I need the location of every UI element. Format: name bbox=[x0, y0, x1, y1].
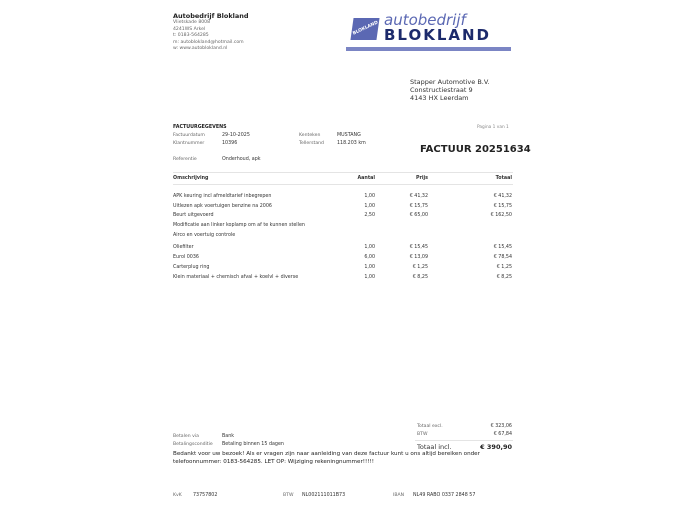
company-web: w: www.autoblokland.nl bbox=[173, 46, 228, 51]
iban: NL49 RABO 0337 2848 57 bbox=[413, 493, 476, 498]
page-number: Pagina 1 van 1 bbox=[477, 125, 509, 130]
row-desc: Uitlezen apk voertuigen benzine na 2006 bbox=[173, 203, 272, 209]
row-price: € 13,09 bbox=[409, 255, 428, 260]
row-desc: Airco en voertuig controle bbox=[173, 233, 236, 238]
reference-label: Referentie bbox=[173, 157, 197, 162]
subtotal-label: Totaal excl. bbox=[417, 424, 443, 429]
plate: MUSTANG bbox=[337, 133, 361, 138]
col-description: Omschrijving bbox=[173, 176, 209, 181]
row-desc: APK keuring incl afmeldtarief inbegrepen bbox=[173, 194, 272, 199]
kvk: 73757802 bbox=[193, 493, 218, 498]
odometer-label: Tellerstand bbox=[299, 141, 324, 146]
row-price: € 8,25 bbox=[412, 275, 428, 280]
company-city: 4241WS Arkel bbox=[173, 26, 206, 32]
payment-terms-label: Betalingsconditie bbox=[173, 442, 213, 447]
payment-terms: Betaling binnen 15 dagen bbox=[222, 442, 284, 447]
col-qty: Aantal bbox=[357, 176, 375, 181]
logo-bar bbox=[346, 47, 511, 51]
note-line2: telefoonnummer: 0183-564285. LET OP: Wijziging rekeningnummer!!!!! bbox=[173, 459, 374, 465]
recipient-name: Stapper Automotive B.V. bbox=[410, 78, 490, 86]
row-desc: Eurol 0036 bbox=[173, 255, 199, 260]
vat: € 67,84 bbox=[493, 432, 512, 437]
row-price: € 41,32 bbox=[409, 194, 428, 199]
row-qty: 1,00 bbox=[364, 245, 375, 250]
row-total: € 162,50 bbox=[490, 213, 512, 218]
date-label: Factuurdatum bbox=[173, 133, 205, 138]
payment-method: Bank bbox=[222, 434, 235, 439]
row-price: € 15,75 bbox=[409, 203, 428, 209]
col-price: Prijs bbox=[415, 176, 428, 181]
iban-label: IBAN bbox=[393, 493, 405, 498]
row-desc: Beurt uitgevoerd bbox=[173, 213, 214, 218]
row-qty: 1,00 bbox=[364, 275, 375, 280]
row-qty: 1,00 bbox=[364, 265, 375, 270]
company-street: Vlietskade 8008 bbox=[173, 20, 211, 25]
kvk-label: KvK bbox=[173, 493, 182, 498]
row-qty: 2,50 bbox=[364, 213, 375, 218]
subtotal: € 323,06 bbox=[490, 424, 512, 429]
row-desc: Carterplug ring bbox=[173, 265, 210, 270]
row-qty: 1,00 bbox=[364, 194, 375, 199]
row-price: € 15,45 bbox=[409, 245, 428, 250]
logo-line1: autobedrijf bbox=[384, 11, 466, 29]
btw-number: NL002111011B73 bbox=[302, 493, 346, 498]
company-email: m: autoblokland@hotmail.com bbox=[173, 39, 244, 45]
note-line1: Bedankt voor uw bezoek! Als er vragen zijn naar aanleiding van deze factuur kunt u ons altijd bereiken onder bbox=[173, 451, 480, 457]
invoice-date: 29-10-2025 bbox=[222, 133, 250, 138]
row-qty: 1,00 bbox=[364, 203, 375, 209]
vat-label: BTW bbox=[417, 432, 428, 437]
row-total: € 15,75 bbox=[493, 203, 512, 209]
row-total: € 1,25 bbox=[496, 265, 512, 270]
details-heading: FACTUURGEGEVENS bbox=[173, 125, 227, 130]
row-total: € 8,25 bbox=[496, 275, 512, 280]
row-desc: Oliefilter bbox=[173, 245, 194, 250]
logo-badge-text: BLOKLAND bbox=[352, 20, 380, 37]
btw-label: BTW bbox=[283, 493, 294, 498]
total: € 390,90 bbox=[480, 443, 512, 451]
row-price: € 1,25 bbox=[412, 265, 428, 270]
company-name: Autobedrijf Blokland bbox=[173, 12, 249, 20]
logo-line2: BLOKLAND bbox=[384, 26, 492, 44]
recipient-city: 4143 HX Leerdam bbox=[410, 94, 469, 102]
row-price: € 65,00 bbox=[409, 213, 428, 218]
invoice-title: FACTUUR 20251634 bbox=[420, 144, 531, 155]
row-total: € 15,45 bbox=[493, 245, 512, 250]
customer-number: 10396 bbox=[222, 141, 238, 146]
company-phone: t: 0183-564285 bbox=[173, 33, 209, 38]
plate-label: Kenteken bbox=[299, 133, 321, 138]
row-qty: 6,00 bbox=[364, 255, 375, 260]
row-desc: Modificatie aan linker koplamp om af te kunnen stellen bbox=[173, 223, 305, 228]
payment-method-label: Betalen via bbox=[173, 434, 199, 439]
col-total: Totaal bbox=[495, 176, 512, 181]
row-total: € 41,32 bbox=[493, 194, 512, 199]
recipient-street: Constructiestraat 9 bbox=[410, 86, 473, 94]
total-label: Totaal incl. bbox=[417, 443, 452, 451]
odometer: 118.203 km bbox=[337, 141, 366, 146]
row-desc: Klein materiaal + chemisch afval + koelvl + diverse bbox=[173, 275, 299, 280]
customer-label: Klantnummer bbox=[173, 141, 205, 146]
row-total: € 78,54 bbox=[493, 255, 512, 260]
reference: Onderhoud, apk bbox=[222, 157, 261, 162]
